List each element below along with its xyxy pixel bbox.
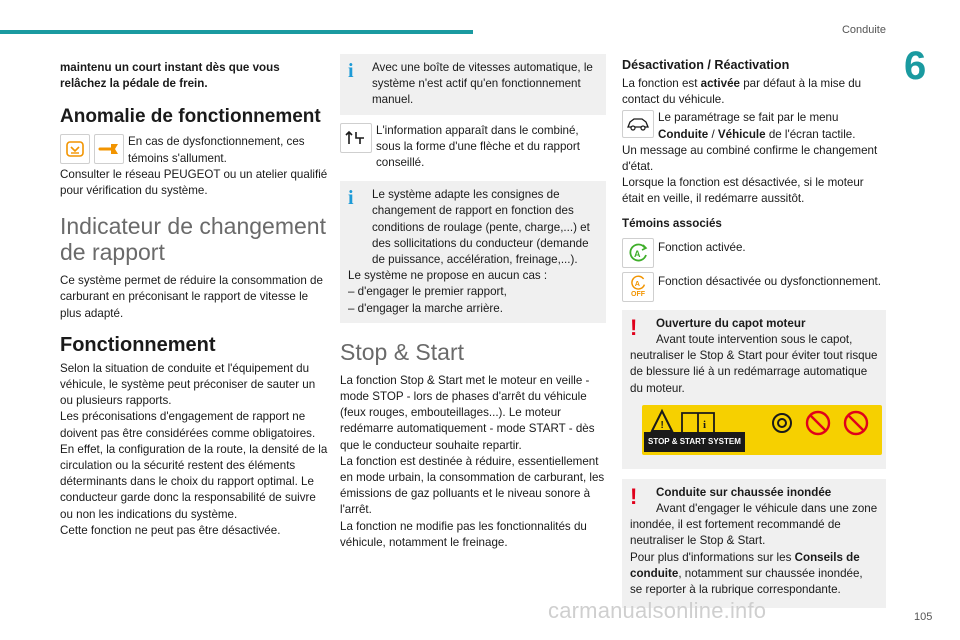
temoin-active-text: Fonction activée.: [658, 240, 746, 254]
column-left: [60, 60, 328, 539]
section-title: Conduite: [841, 24, 886, 36]
fonctionnement-text-1: Selon la situation de conduite et l'équipement du véhicule, le système peut préconiser de sauter un ou plusieurs rapports.: [60, 361, 316, 408]
warning-inondee: [622, 479, 886, 608]
combine-row: [340, 123, 606, 172]
svg-text:i: i: [703, 418, 707, 431]
svg-text:A: A: [634, 248, 641, 259]
fonctionnement-heading: Fonctionnement: [60, 333, 216, 356]
indicateur-text: Ce système permet de réduire la consommation de carburant en préconisant le rapport de vitesse le plus adapté.: [60, 274, 323, 320]
watermark: carmanualsonline.info: [548, 598, 767, 623]
veille-text: Lorsque la fonction est désactivée, si le moteur était en veille, il redémarre aussitôt.: [622, 176, 864, 206]
gear-up-arrow-icon: [340, 123, 372, 153]
intro-text: maintenu un court instant dès que vous relâchez la pédale de frein.: [60, 61, 280, 91]
warning-capot-title: Ouverture du capot moteur: [656, 316, 806, 330]
warning-inondee-text-2: Pour plus d'informations sur les Conseils de conduite, notamment sur chaussée inondée, se reporter à la rubrique correspondante.: [630, 550, 863, 597]
stop-start-text-2: La fonction est destinée à réduire, essentiellement en mode urbain, la consommation de carburant, les émissions de gaz polluants et le niveau sonore à l'arrêt.: [340, 454, 605, 517]
temoin-off-text: Fonction désactivée ou dysfonctionnement.: [658, 274, 881, 288]
info-note-adapt-text-2: Le système ne propose en aucun cas :: [348, 269, 548, 283]
anomalie-row: [60, 134, 328, 166]
stop-start-text-1: La fonction Stop & Start met le moteur en veille - mode STOP - lors de phases d'arrêt du véhicule (feux rouges, embouteillages...). Le moteur redémarre automatiquement - mode START - dès que le conducteur souhaite repartir.: [340, 373, 595, 452]
info-note-adapt: [340, 181, 606, 323]
chapter-number: 6: [904, 44, 927, 88]
info-icon: i: [348, 60, 354, 82]
sticker-label: STOP & START SYSTEM: [644, 432, 745, 452]
info-note-item-1: – d'engager le premier rapport,: [348, 285, 507, 299]
page-number: 105: [914, 611, 933, 623]
warning-inondee-title: Conduite sur chaussée inondée: [656, 485, 832, 499]
header-accent-bar: [0, 30, 473, 34]
parametrage-row: [622, 110, 886, 142]
wrench-icon: [94, 134, 124, 164]
stop-start-text-3: La fonction ne modifie pas les fonctionnalités du véhicule, notamment le freinage.: [340, 519, 587, 549]
combine-text: L'information apparaît dans le combiné, sous la forme d'une flèche et du rapport conseillé.: [376, 123, 580, 170]
gear-shift-warning-icon: [60, 134, 90, 164]
car-settings-icon: [622, 110, 654, 138]
parametrage-text: Le paramétrage se fait par le menu Conduite / Véhicule de l'écran tactile.: [658, 111, 856, 141]
temoin-active-row: [622, 238, 886, 268]
info-note-automatic: [340, 54, 606, 115]
stop-start-sticker: [642, 405, 882, 455]
temoins-heading: Témoins associés: [622, 216, 722, 230]
desactivation-heading: Désactivation / Réactivation: [622, 58, 790, 72]
info-note-text: Avec une boîte de vitesses automatique, le système n'est actif qu'en fonctionnement manuel.: [372, 61, 593, 107]
message-text: Un message au combiné confirme le changement d'état.: [622, 143, 878, 174]
column-middle: [340, 54, 606, 551]
warning-icon: !: [630, 483, 638, 509]
svg-text:A: A: [634, 279, 641, 289]
stop-start-heading: Stop & Start: [340, 338, 465, 365]
info-note-item-2: – d'engager la marche arrière.: [348, 301, 503, 315]
indicateur-heading: Indicateur de changement de rapport: [60, 213, 326, 266]
anomalie-text-2: Consulter le réseau PEUGEOT ou un atelier qualifié pour vérification du système.: [60, 167, 328, 198]
svg-text:!: !: [660, 419, 664, 431]
info-icon: i: [348, 187, 354, 210]
info-note-adapt-text: Le système adapte les consignes de changement de rapport en fonction des conditions de roulage (pente, charge,...) et des sollicitations du conducteur (demande de puissance, accélération, freinage,...).: [372, 188, 590, 267]
warning-icon: !: [630, 314, 638, 340]
warning-capot: [622, 310, 886, 469]
anomalie-text: En cas de dysfonctionnement, ces témoins s'allument.: [128, 135, 305, 165]
column-right: [622, 57, 886, 608]
anomalie-heading: Anomalie de fonctionnement: [60, 106, 321, 128]
fonctionnement-text-2: Les préconisations d'engagement de rapport ne doivent pas être considérées comme obligatoires. En effet, la configuration de la route, la densité de la circulation ou la sécurité restent des éléments déterminants dans le choix du rapport optimal. Le conducteur garde donc la responsabilité de suivre ou non les indications du système.: [60, 410, 328, 521]
fonctionnement-text-3: Cette fonction ne peut pas être désactivée.: [60, 523, 281, 537]
stop-start-active-icon: [622, 238, 654, 268]
stop-start-off-icon: A OFF: [622, 272, 654, 302]
warning-inondee-text: Avant d'engager le véhicule dans une zone inondée, il est fortement recommandé de neutraliser le Stop & Start.: [630, 502, 878, 548]
desactivation-text: La fonction est activée par défaut à la mise du contact du véhicule.: [622, 77, 862, 107]
warning-capot-text: Avant toute intervention sous le capot, neutraliser le Stop & Start pour éviter tout risque de blessure lié à un redémarrage automatique du moteur.: [630, 333, 878, 395]
temoin-off-row: [622, 272, 886, 302]
